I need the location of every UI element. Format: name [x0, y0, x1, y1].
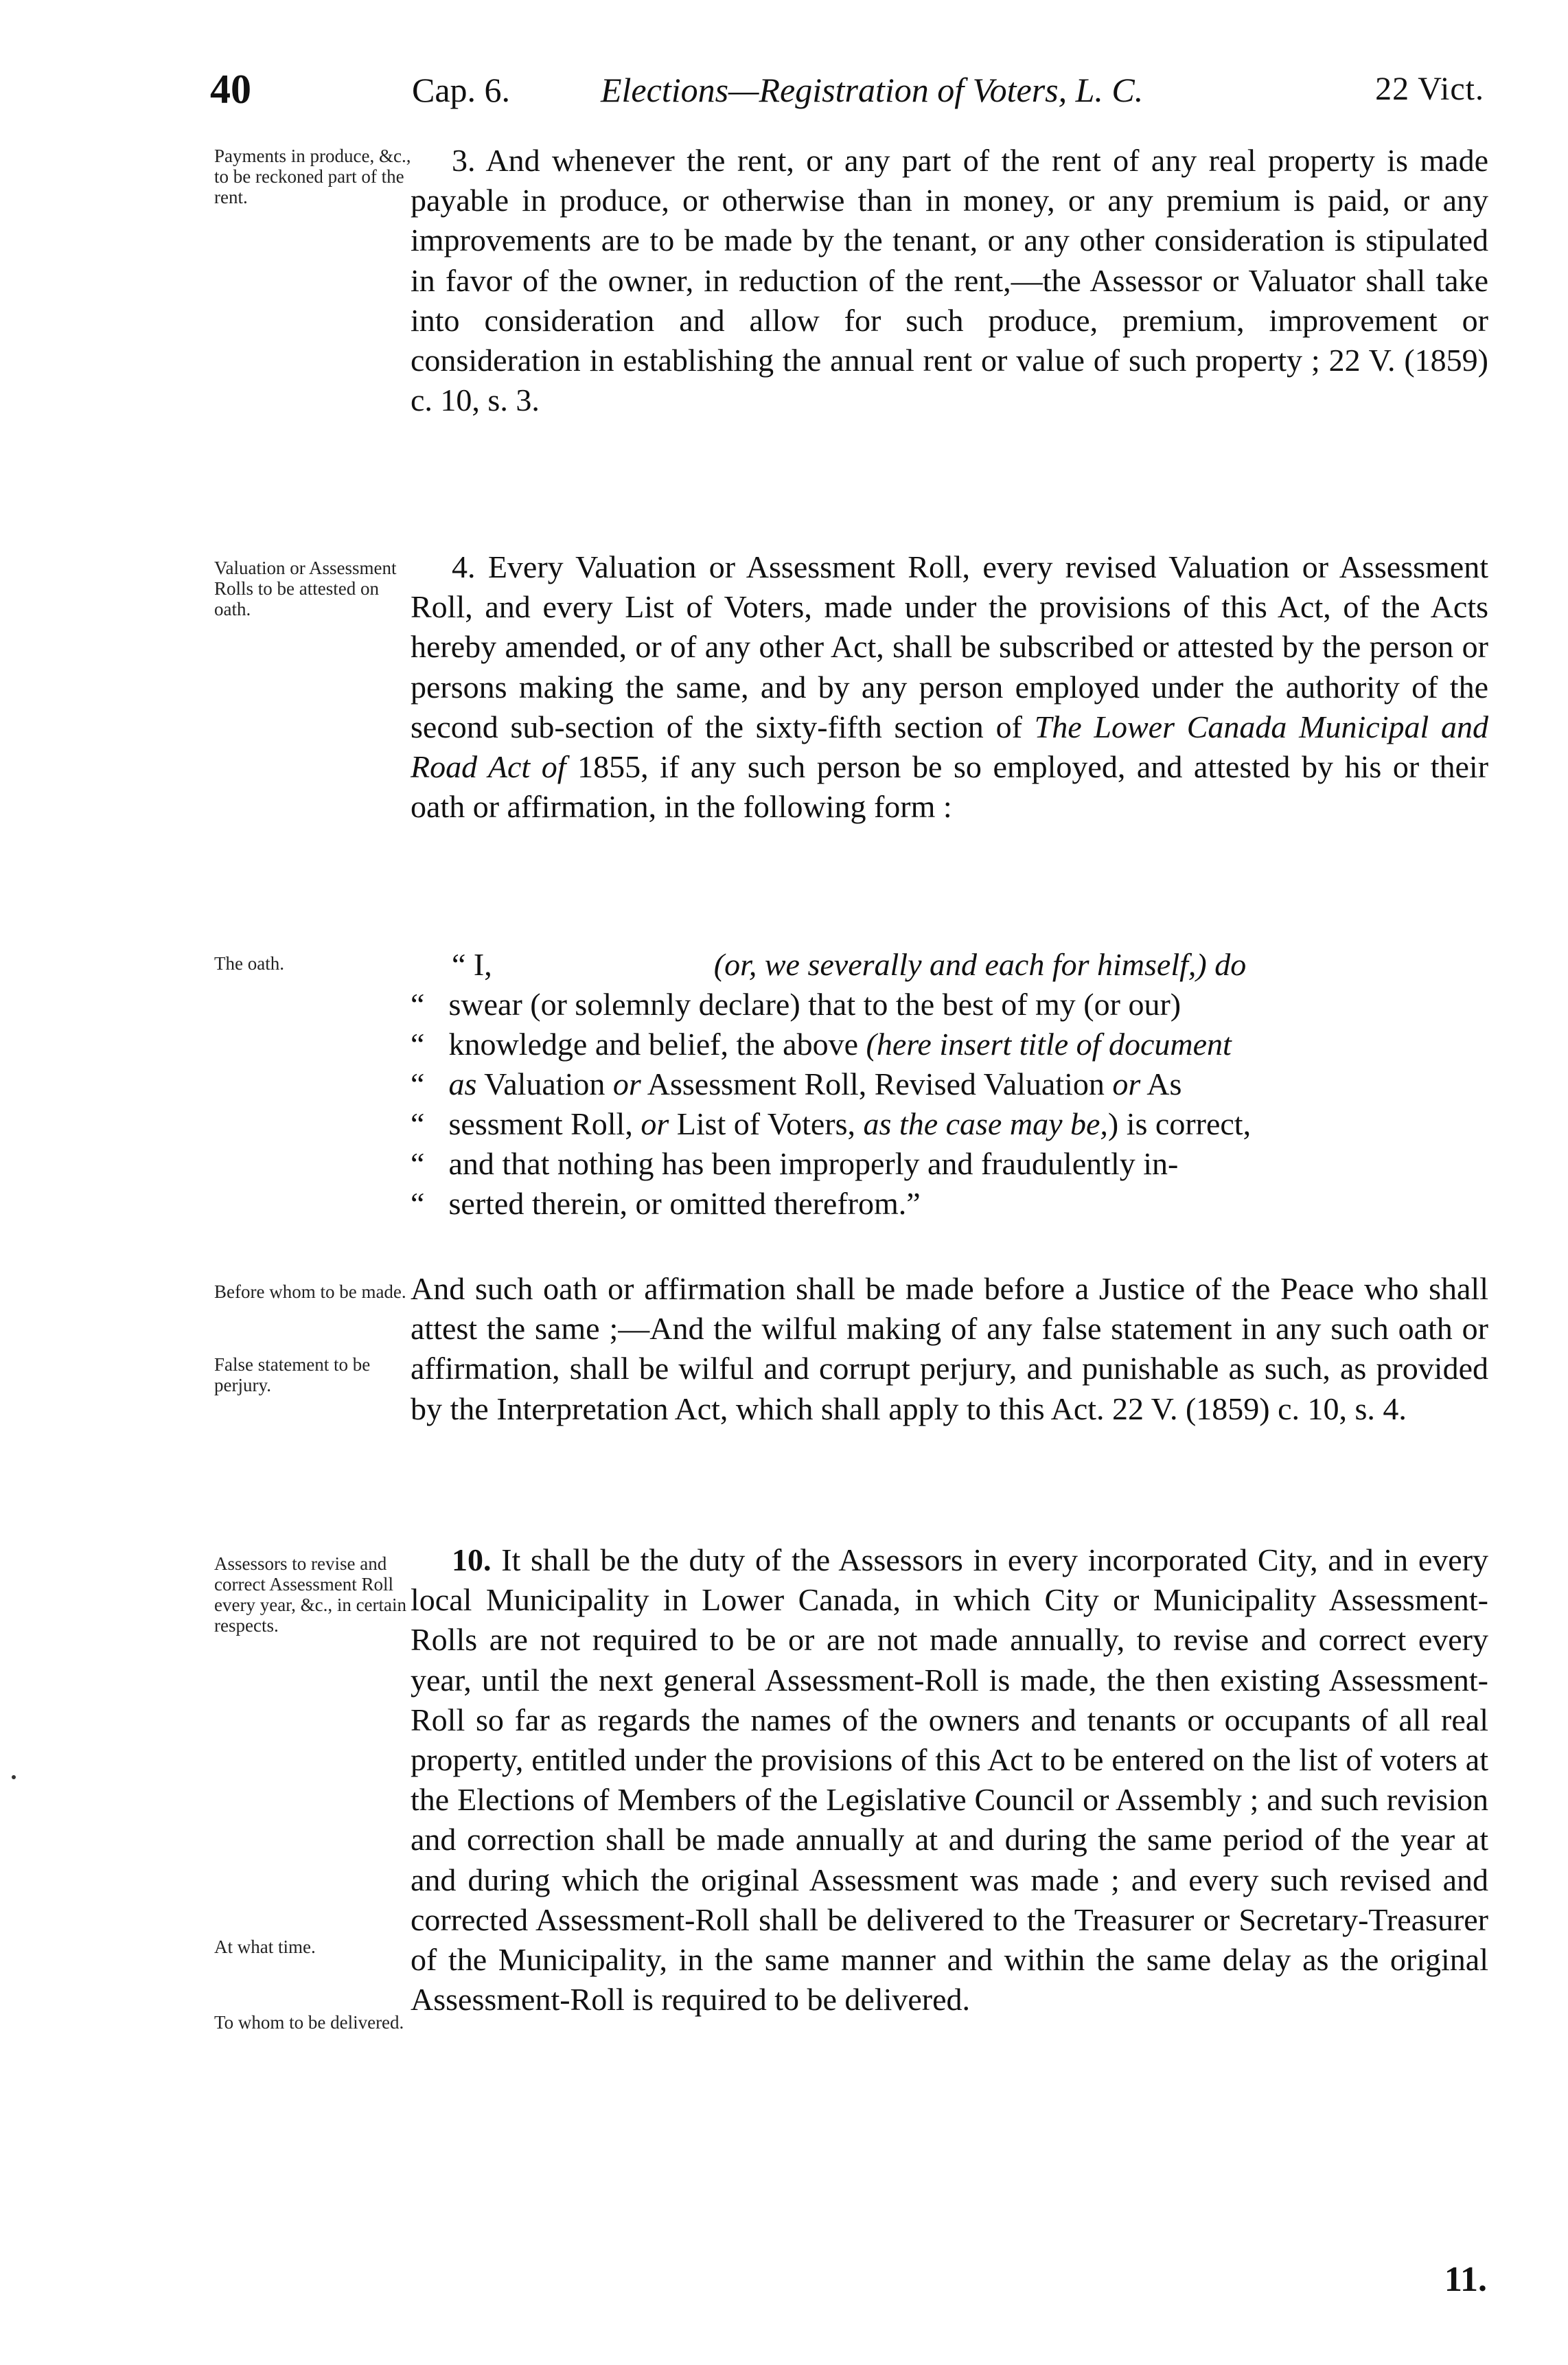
section-4: [411, 547, 1488, 827]
catchword: 11.: [1444, 2260, 1487, 2299]
margin-note-before-whom: Before whom to be made.: [214, 1281, 406, 1302]
oath-pronoun: I,: [473, 947, 492, 982]
margin-note-to-whom-delivered: To whom to be delivered.: [214, 2012, 404, 2033]
oath-line: List of Voters,: [676, 1106, 856, 1141]
open-quote: “: [411, 1106, 425, 1141]
oath-line: serted therein, or omitted therefrom.”: [448, 1186, 921, 1221]
section-text-continued: 1855, if any such person be so employed, and attested by his or their oath or affirmation, in the following form :: [411, 749, 1489, 825]
regnal-year: 22 Vict.: [1375, 71, 1484, 107]
section-number: 3.: [452, 143, 476, 178]
oath-italic: or: [612, 1066, 641, 1101]
oath-italic: as: [448, 1066, 477, 1101]
oath-line: Valuation: [484, 1066, 606, 1101]
section-text: And such oath or affirmation shall be made before a Justice of the Peace who shall attest the same ;—And the wilful making of any false statement in any such oath or affirmation, shall be wilful and corrupt perjury, and punishable as such, as provided by the Interpretation Act, which shall apply to this Act. 22 V. (1859) c. 10, s. 4.: [411, 1271, 1488, 1426]
open-quote: “: [411, 1146, 425, 1181]
running-title: Elections—Registration of Voters, L. C.: [601, 71, 1144, 109]
oath-line: swear (or solemnly declare) that to the best of my (or our): [448, 987, 1181, 1022]
margin-note-rolls-attested: Valuation or Assessment Rolls to be attested on oath.: [214, 558, 397, 619]
section-3: [411, 141, 1488, 420]
open-quote: “: [411, 1186, 425, 1221]
act-title: The Lower Canada Municipal and Road Act of: [411, 709, 1489, 785]
section-number: 10.: [452, 1542, 492, 1577]
margin-note-the-oath: The oath.: [214, 953, 284, 974]
page-number: 40: [210, 67, 251, 112]
oath-line: sessment Roll,: [448, 1106, 633, 1141]
margin-note-false-statement: False statement to be perjury.: [214, 1354, 371, 1395]
print-speck: [12, 1775, 16, 1779]
open-quote: “: [411, 1027, 425, 1062]
margin-note-payments-in-produce: Payments in produce, &c., to be reckoned part of the rent.: [214, 146, 411, 207]
running-header: [0, 66, 1568, 128]
section-4-continuation: [411, 1269, 1488, 1429]
oath-variant: (or, we severally and each for himself,) do: [713, 947, 1247, 982]
oath-italic: or: [1112, 1066, 1141, 1101]
oath-line: ) is correct,: [1107, 1106, 1252, 1141]
open-quote: “: [452, 947, 466, 982]
section-10: [411, 1540, 1488, 2020]
oath-italic: as the case may be,: [863, 1106, 1108, 1141]
oath-line: As: [1146, 1066, 1182, 1101]
chapter-label: Cap. 6.: [412, 71, 511, 109]
open-quote: “: [411, 987, 425, 1022]
section-text: Every Valuation or Assessment Roll, every revised Valuation or Assessment Roll, and every List of Voters, made under the provisions of this Act, of the Acts hereby amended, or of any other Act, shall be subscribed or attested by the person or persons making the same, and by any person employed under the authority of the second sub-section of the sixty-fifth section of: [411, 549, 1489, 744]
oath-line: knowledge and belief, the above: [448, 1027, 858, 1062]
section-text: It shall be the duty of the Assessors in every incorporated City, and in every local Municipality in Lower Canada, in which City or Municipality Assessment-Rolls are not required to be or are not made annually, to revise and correct every year, until the next general Assessment-Roll is made, the then existing Assessment-Roll so far as regards the names of the owners and tenants or occupants of all real property, entitled under the provisions of this Act to be entered on the list of voters at the Elections of Members of the Legislative Council or Assembly ; and such revision and correction shall be made annually at and during the same period of the year at and during which the original Assessment was made ; and every such revised and corrected Assessment-Roll shall be delivered to the Treasurer or Secretary-Treasurer of the Municipality, in the same manner and within the same delay as the original Assessment-Roll is required to be delivered.: [411, 1542, 1489, 2018]
section-number: 4.: [452, 549, 476, 584]
oath-instruction: (here insert title of document: [866, 1027, 1232, 1062]
margin-note-at-what-time: At what time.: [214, 1936, 316, 1957]
oath-line: Assessment Roll, Revised Valuation: [647, 1066, 1105, 1101]
margin-note-assessors-revise: Assessors to revise and correct Assessment Roll every year, &c., in certain respects.: [214, 1553, 407, 1636]
oath-line: and that nothing has been improperly and fraudulently in-: [448, 1146, 1179, 1181]
oath-italic: or: [641, 1106, 669, 1141]
oath-form: [411, 945, 1488, 1224]
section-text: And whenever the rent, or any part of the rent of any real property is made payable in produce, or otherwise than in money, or any premium is paid, or any improvements are to be made by the tenant, or any other consideration is stipulated in favor of the owner, in reduction of the rent,—the Assessor or Valuator shall take into consideration and allow for such produce, premium, improvement or consideration in establishing the annual rent or value of such property ; 22 V. (1859) c. 10, s. 3.: [411, 143, 1488, 418]
open-quote: “: [411, 1066, 425, 1101]
